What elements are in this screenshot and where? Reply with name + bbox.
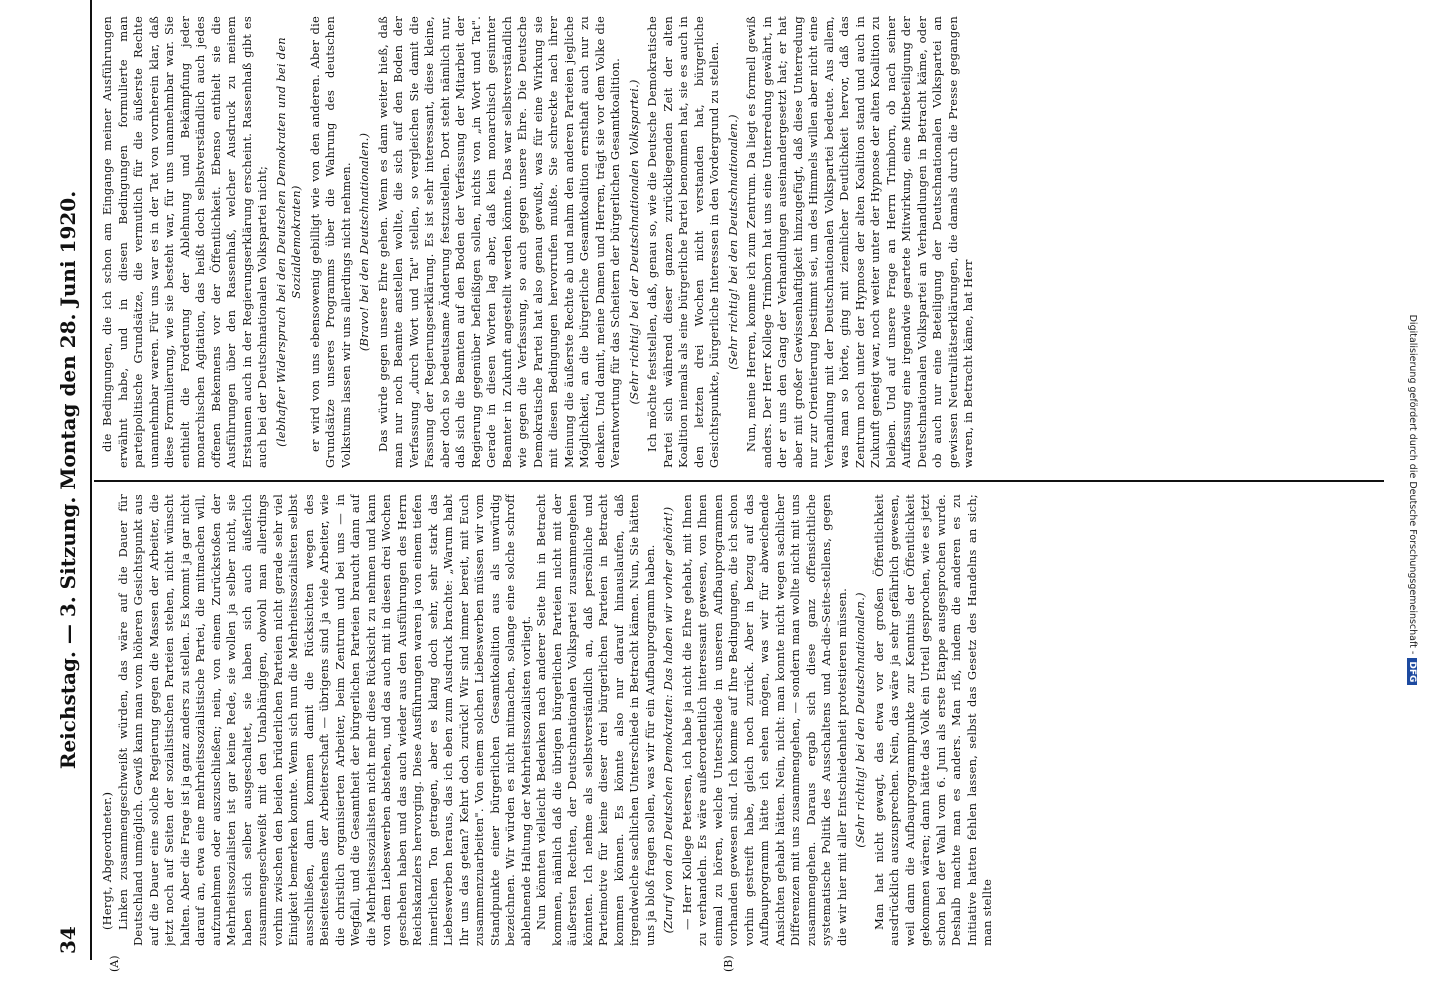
digitization-note [1402, 10, 1418, 990]
left-column [100, 494, 1350, 946]
right-paragraph-2: er wird von uns ebensowenig gebilligt wie von den anderen. Aber die Grundsätze unseres Programms über die Wahrung des deutschen Volkstums lassen wir uns allerdings nicht nehmen. [307, 16, 353, 468]
right-remark-1: (lebhafter Widerspruch bei den Deutschen Demokraten und bei den Sozialdemokraten) [273, 37, 303, 447]
page-number: 34 [56, 926, 80, 954]
right-paragraph-5: Nun, meine Herren, komme ich zum Zentrum. Da liegt es formell gewiß anders. Der Herr Kollege Trimborn hat uns eine Unterredung gewährt, in der er uns den Gang der Verhandlungen auseinandergesetzt hat; er hat aber mit großer Gewissenhaftigkeit hinzugefügt, daß diese Unterredung nur zur Orientierung bestimmt sei, um des Himmels willen aber nicht eine Verhandlung mit der Deutschnationalen Volkspartei bedeute. Aus allem, was man so hörte, ging mit ziemlicher Deutlichkeit hervor, daß das Zentrum noch unter der Hypnose der alten Koalition stand und auch in Zukunft geneigt war, noch weiter unter der Hypnose der alten Koalition zu bleiben. Und auf unsere Frage an Herrn Trimborn, ob nach seiner Auffassung eine irgendwie geartete Mitwirkung, eine Mitbeteiligung der Deutschnationalen Volkspartei an Verhandlungen in Betracht käme, oder ob auch nur eine Beteiligung der Deutschnationalen Volkspartei an gewissen Neutralitätserklärungen, die damals durch die Presse gegangen waren, in Betracht käme, hat Herr [744, 16, 975, 468]
right-paragraph-4: Ich möchte feststellen, daß, genau so, wie die Deutsche Demokratische Partei sich während dieser ganzen zurückliegenden Zeit der alten Koalition niemals als eine bürgerliche Partei benommen hat, sie es auch in den letzten drei Wochen nicht verstanden hat, bürgerliche Gesichtspunkte, bürgerliche Interessen in den Vordergrund zu stellen. [645, 16, 721, 468]
left-paragraph-3: — Herr Kollege Petersen, ich habe ja nicht die Ehre gehabt, mit Ihnen zu verhandeln. Es wäre außerordentlich interessant gewesen, von Ihnen einmal zu hören, welche Unterschiede in unseren Aufbauprogrammen vorhanden gewesen sind. Ich komme auf Ihre Bedingungen, die ich schon vorhin gestreift habe, gleich noch zurück. Aber in bezug auf das Aufbauprogramm hätte ich sehen mögen, was wir für abweichende Ansichten gehabt hätten. Nein, nicht: man konnte nicht wegen sachlicher Differenzen mit uns zusammengehen, — sondern man wollte nicht mit uns zusammengehen. Daraus ergab sich diese ganz offensichtliche systematische Politik des Ausschaltens und An-die-Seite-stellens, gegen die wir hier mit aller Entschiedenheit protestieren müssen. [679, 494, 849, 946]
digitization-text: Digitalisierung gefördert durch die Deutsche Forschungsgemeinschaft - [1407, 314, 1418, 655]
speaker-label: (Hergt, Abgeordneter.) [100, 791, 114, 930]
left-remark-2: (Sehr richtig! bei den Deutschnationalen.) [853, 592, 867, 848]
left-paragraph-1: Linken zusammengeschweißt würden, das wäre auf die Dauer für Deutschland unmöglich. Gewiß kann man vom höheren Gesichtspunkt aus auf die Dauer eine solche Regierung gegen die Massen der Arbeiter, die jetzt noch auf Seiten der sozialistischen Parteien stehen, nicht wünscht halten. Aber die Frage ist ja ganz anders zu stellen. Es kommt ja gar nicht darauf an, etwa eine mehrheitssozialistische Partei, die mitmachen will, aufzunehmen oder auszuschließen; nein, von einem Zurückstoßen der Mehrheitssozialisten ist gar keine Rede, sie wollen ja selber nicht, sie haben sich selber ausgeschaltet, sie haben sich auch äußerlich zusammengeschweißt mit den Unabhängigen, obwohl man allerdings vorhin zwischen den beiden brüderlichen Parteien nicht gerade sehr viel Einigkeit bemerken konnte. Wenn sich nun die Mehrheitssozialisten selbst ausschließen, dann kommen damit die Rücksichten wegen des Beiseitestehens der Arbeiterschaft — übrigens sind ja viele Arbeiter, wie die christlich organisierten Arbeiter, beim Zentrum und bei uns — in Wegfall, und die Gesamtheit der bürgerlichen Parteien braucht dann auf die Mehrheitssozialisten nicht mehr diese Rücksicht zu nehmen und kann von dem Liebeswerben abstehen, und das auch mit in diesen drei Wochen geschehen haben und das auch wieder aus den Ausführungen des Herrn Reichskanzlers hervorging. Diese Ausführungen waren ja von einem tiefen innerlichen Ton getragen, aber es klang doch sehr, sehr stark das Liebeswerben heraus, das ich eben zum Ausdruck brachte: „Warum habt Ihr uns das getan? Kehrt doch zurück! Wir sind immer bereit, mit Euch zusammenzuarbeiten". Von einem solchen Liebeswerben müssen wir vom Standpunkte einer bürgerlichen Gesamtkoalition aus als unwürdig bezeichnen. Wir würden es nicht mitmachen, solange eine solche schroff ablehnende Haltung der Mehrheitssozialisten vorliegt. [115, 494, 533, 946]
right-remark-2: (Bravo! bei den Deutschnationalen.) [357, 132, 371, 352]
dfg-logo: DFG [1407, 658, 1417, 685]
column-divider [94, 480, 1384, 482]
page-title: Reichstag. — 3. Sitzung. Montag den 28. Juni 1920. [56, 190, 80, 770]
left-paragraph-2: Nun könnten vielleicht Bedenken nach anderer Seite hin in Betracht kommen, nämlich daß die übrigen bürgerlichen Parteien nicht mit der äußersten Rechten, der Deutschnationalen Volkspartei zusammengehen könnten. Ich nehme als selbstverständlich an, daß persönliche und Parteimotive für keine dieser drei bürgerlichen Parteien in Betracht kommen können. Es könnte also nur darauf hinauslaufen, daß irgendwelche sachlichen Unterschiede in Betracht kämen. Nun, Sie hätten uns ja bloß fragen sollen, was wir für ein Aufbauprogramm haben. [534, 494, 657, 946]
right-paragraph-3: Das würde gegen unsere Ehre gehen. Wenn es dann weiter hieß, daß man nur noch Beamte anstellen wollte, die sich auf den Boden der Verfassung „durch Wort und Tat" stellen, so vergleichen Sie damit die Fassung der Regierungserklärung. Es ist sehr interessant, diese kleine, aber doch so bedeutsame Änderung festzustellen. Dort steht nämlich nur, daß sich die Beamten auf den Boden der Verfassung der Mitarbeit der Regierung gegenüber befleißigen sollen, nichts von „in Wort und Tat". Gerade in diesen Worten lag aber, daß kein monarchisch gesinnter Beamter in Zukunft angestellt werden könnte. Das war selbstverständlich wie gegen die Verfassung, so auch gegen unsere Ehre. Die Deutsche Demokratische Partei hat also genau gewußt, was für eine Wirkung sie mit diesen Bedingungen hervorrufen mußte. Sie schreckte nach ihrer Meinung die äußerste Rechte ab und nahm den anderen Parteien jegliche Möglichkeit, an die bürgerliche Gesamtkoalition ernsthaft auch nur zu denken. Und damit, meine Damen und Herren, trägt sie vor dem Volke die Verantwortung für das Scheitern der bürgerlichen Gesamtkoalition. [375, 16, 622, 468]
margin-marker-a: (A) [108, 955, 121, 972]
header-rule [90, 0, 92, 960]
right-remark-3: (Sehr richtig! bei der Deutschnationalen Volkspartei.) [626, 79, 641, 405]
page-header [50, 0, 86, 960]
right-column [100, 16, 1350, 468]
right-remark-4: (Sehr richtig! bei den Deutschnationalen.) [725, 114, 740, 370]
left-paragraph-4: Man hat nicht gewagt, das etwa vor der großen Öffentlichkeit ausdrücklich auszusprechen. Nein, das wäre ja sehr gefährlich gewesen, weil dann die Aufbauprogrammpunkte zur Kenntnis der Öffentlichkeit gekommen wären; dann hätte das Volk ein Urteil gesprochen, wie es jetzt schon bei der Wahl vom 6. Juni als erste Etappe ausgesprochen wurde. Deshalb machte man es anders. Man riß, indem die anderen es zu Initiative hatten fehlen lassen, selbst das Gesetz des Handelns an sich; man stellte [871, 494, 994, 946]
left-remark-1: (Zuruf von den Deutschen Demokraten: Das haben wir vorher gehört!) [661, 506, 675, 934]
margin-marker-b: (B) [722, 955, 735, 972]
right-paragraph-1: die Bedingungen, die ich schon am Eingange meiner Ausführungen erwähnt habe, und in diesen Bedingungen formulierte man parteipolitische Grundsätze, die vermutlich für die äußerste Rechte unannehmbar waren. Für uns war es in der Tat von vornherein klar, daß diese Formulierung, wie sie besteht war, für uns unannehmbar war. Sie enthielt die Forderung der Ablehnung und Bekämpfung jeder monarchischen Agitation, das heißt doch selbstverständlich auch jedes offenen Bekennens vor der Öffentlichkeit. Ebenso enthielt sie die Ausführungen über den Rassenhaß, welcher Ausdruck zu meinem Erstaunen auch in der Regierungserklärung erscheint. Rassenhaß gibt es auch bei der Deutschnationalen Volkspartei nicht; [100, 16, 269, 468]
reichstag-page [50, 0, 1380, 972]
